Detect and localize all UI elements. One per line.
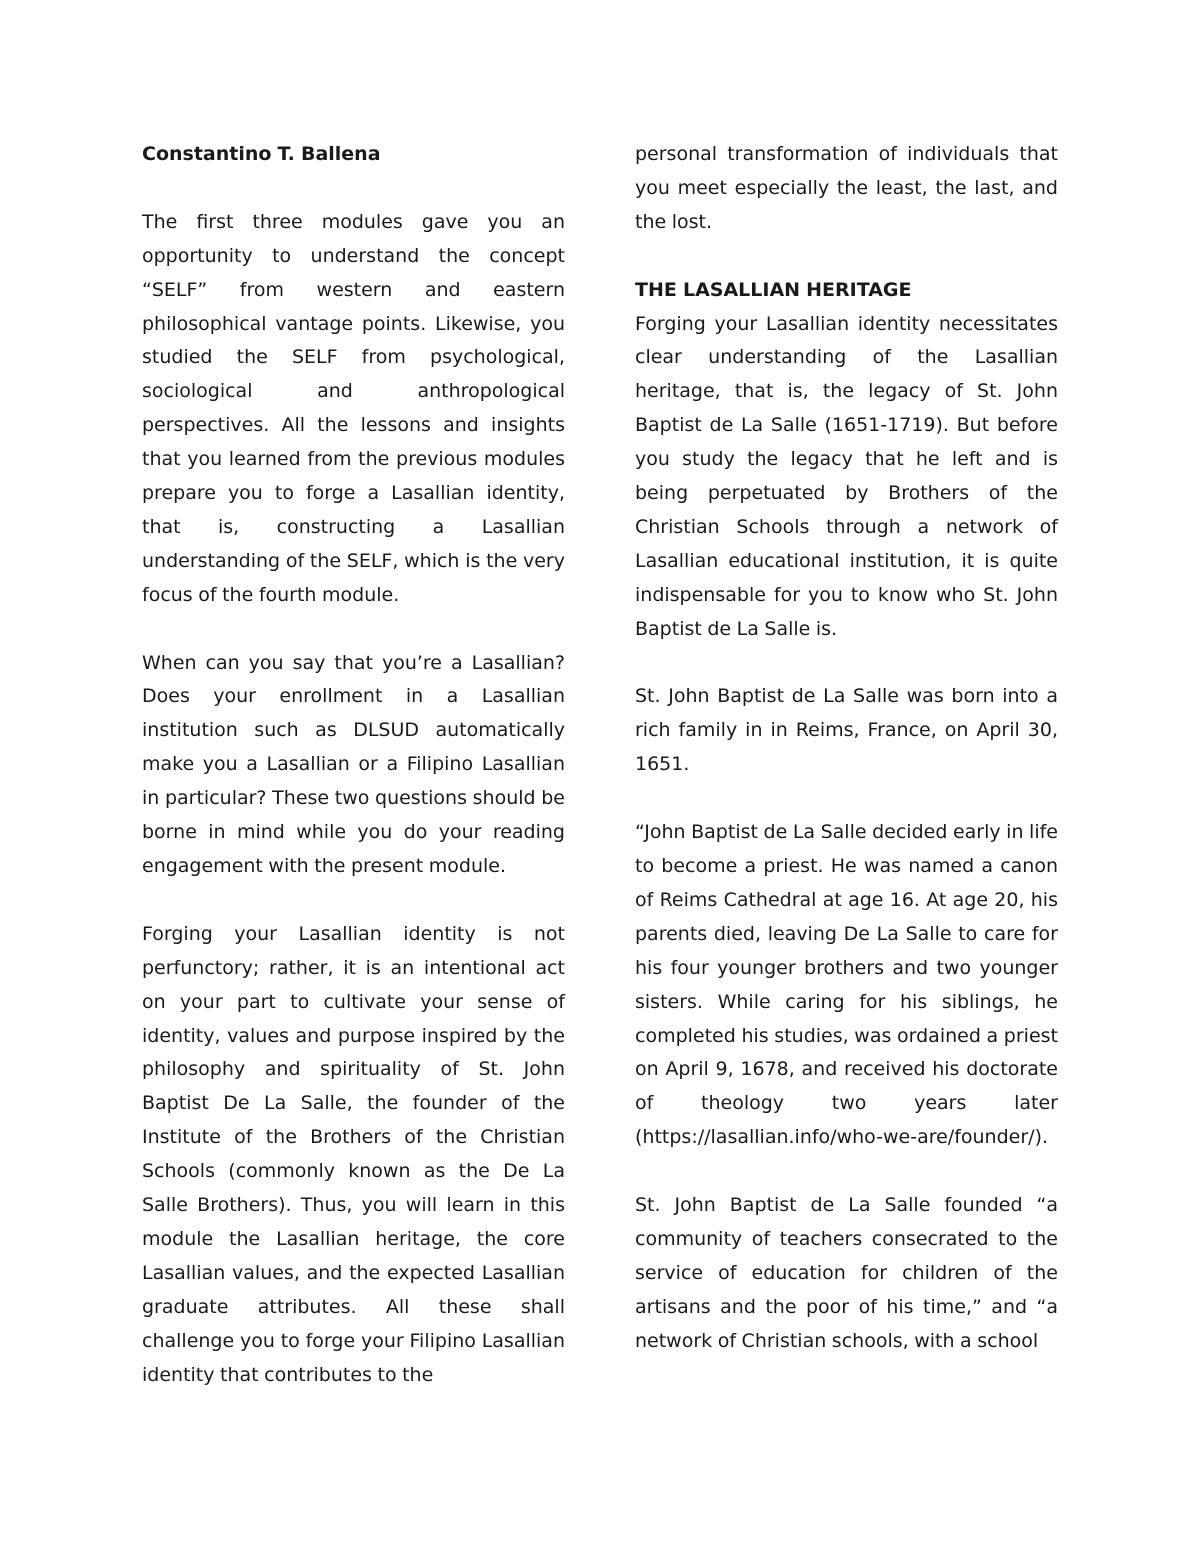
left-column: [142, 138, 565, 1426]
identity-paragraph: Forging your Lasallian identity is not perfunctory; rather, it is an intentional act on your part to cultivate your sense of identity, values and purpose inspired by the philosophy and spirituality of St. John Baptist De La Salle, the founder of the Institute of the Brothers of the Christian Schools (commonly known as the De La Salle Brothers). Thus, you will learn in this module the Lasallian heritage, the core Lasallian values, and the expected Lasallian graduate attributes. All these shall challenge you to forge your Filipino Lasallian identity that contributes to the: [142, 922, 565, 1386]
author-name: Constantino T. Ballena: [142, 143, 381, 165]
right-column: [635, 138, 1058, 1392]
heritage-paragraph: Forging your Lasallian identity necessitates clear understanding of the Lasallian heritage, that is, the legacy of St. John Baptist de La Salle (1651-1719). But before you study the legacy that he left and is being perpetuated by Brothers of the Christian Schools through a network of Lasallian educational institution, it is quite indispensable for you to know who St. John Baptist de La Salle is.: [635, 312, 1058, 640]
biography-paragraph: “John Baptist de La Salle decided early in life to become a priest. He was named a canon of Reims Cathedral at age 16. At age 20, his parents died, leaving De La Salle to care for his four younger brothers and two younger sisters. While caring for his siblings, he completed his studies, was ordained a priest on April 9, 1678, and received his doctorate of theology two years later (https://lasallian.info/who-we-are/founder/).: [635, 821, 1058, 1149]
section-heading: THE LASALLIAN HERITAGE: [635, 278, 912, 301]
intro-paragraph: The first three modules gave you an opportunity to understand the concept “SELF” from western and eastern philosophical vantage points. Likewise, you studied the SELF from psychological, sociological and anthropological perspectives. All the lessons and insights that you learned from the previous modules prepare you to forge a Lasallian identity, that is, constructing a Lasallian understanding of the SELF, which is the very focus of the fourth module.: [142, 210, 565, 606]
birth-paragraph: St. John Baptist de La Salle was born into a rich family in in Reims, France, on April 30, 1651.: [635, 685, 1058, 776]
continuation-paragraph: personal transformation of individuals that you meet especially the least, the last, and the lost.: [635, 143, 1058, 233]
question-paragraph: When can you say that you’re a Lasallian? Does your enrollment in a Lasallian institution such as DLSUD automatically make you a Lasallian or a Filipino Lasallian in particular? These two questions should be borne in mind while you do your reading engagement with the present module.: [142, 651, 565, 877]
founding-paragraph: St. John Baptist de La Salle founded “a community of teachers consecrated to the service of education for children of the artisans and the poor of his time,” and “a network of Christian schools, with a school: [635, 1194, 1058, 1352]
